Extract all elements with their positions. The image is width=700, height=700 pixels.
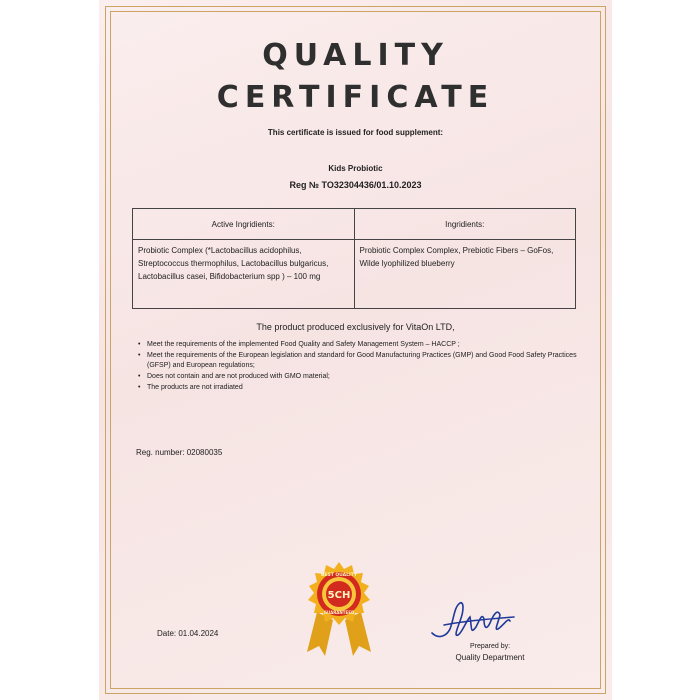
- list-item: • The products are not irradiated: [137, 383, 577, 393]
- table-header-row: [133, 209, 576, 240]
- title-line-1: QUALITY: [262, 38, 449, 73]
- signature-icon: [424, 595, 524, 645]
- active-ingredients-header: Active Ingridients:: [133, 209, 355, 240]
- list-item: • Meet the requirements of the European legislation and standard for Good Manufacturing Practices (GMP) and Good Food Safety Practices (GFSP) and European regulations;: [137, 351, 577, 371]
- seal-top-text: BEST QUALITY: [320, 573, 358, 578]
- quality-seal-icon: [303, 560, 375, 658]
- ingredients-cell: Probiotic Complex Complex, Prebiotic Fibers – GoFos, Wilde lyophilized blueberry: [354, 240, 576, 309]
- issued-for-text: This certificate is issued for food supplement:: [267, 128, 444, 137]
- ingredients-table: [132, 208, 576, 309]
- intro-text: The product produced exclusively for VitaOn LTD,: [256, 322, 455, 332]
- registration-line: Reg № TO32304436/01.10.2023: [289, 180, 422, 190]
- list-item: • Meet the requirements of the implemented Food Quality and Safety Management System – HACCP ;: [137, 340, 577, 350]
- ingredients-header: Ingridients:: [354, 209, 576, 240]
- department-label: Quality Department: [455, 653, 525, 662]
- active-ingredients-cell: Probiotic Complex (*Lactobacillus acidophilus, Streptococcus thermophilus, Lactobacillus bulgaricus, Lactobacillus casei, Bifidobacterium spp ) – 100 mg: [133, 240, 355, 309]
- list-item: • Does not contain and are not produced with GMO material;: [137, 372, 577, 382]
- issue-date: Date: 01.04.2024: [157, 629, 219, 638]
- title-line-2: CERTIFICATE: [216, 80, 495, 115]
- product-name: Kids Probiotic: [328, 164, 383, 173]
- seal-bottom-text: GUARANTEED: [323, 610, 355, 615]
- requirements-list: [137, 340, 577, 394]
- prepared-by-label: Prepared by:: [469, 643, 511, 650]
- certificate-page: [99, 0, 612, 700]
- seal-center-text: 5CH: [327, 590, 351, 601]
- reg-number: Reg. number: 02080035: [136, 448, 223, 457]
- table-row: [133, 240, 576, 309]
